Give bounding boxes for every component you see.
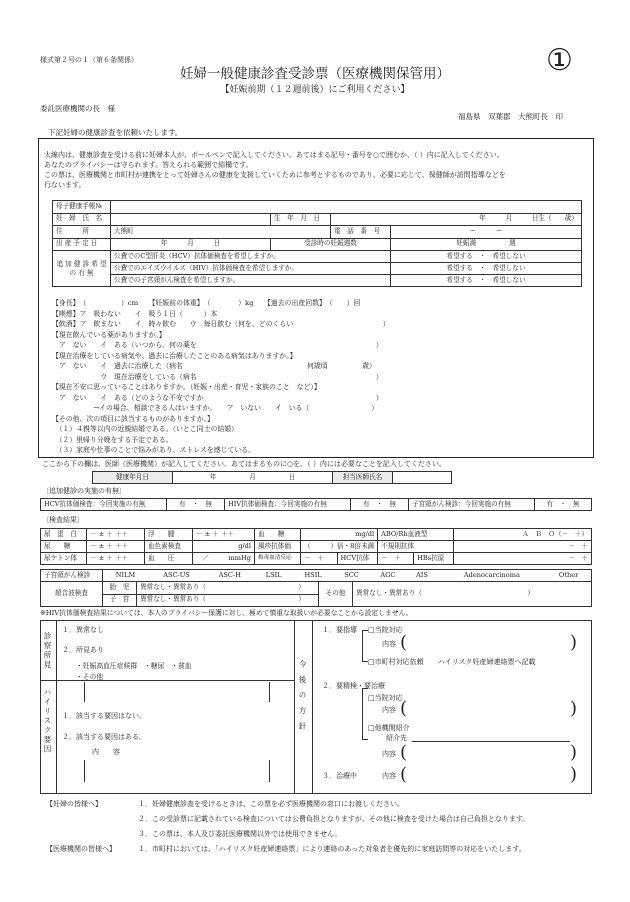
hcv-value[interactable]: 有 ・ 無 (167, 499, 225, 511)
fetus-value[interactable]: 異常なし・異常あり（ ） (137, 582, 319, 595)
bracket-close: ) (570, 632, 578, 653)
question-line: 【現在飲んでいる薬がありますか。】 (52, 330, 166, 339)
due-field[interactable]: 年 月 日 (111, 238, 271, 251)
divider (294, 620, 295, 794)
policy-in-house-2[interactable]: □当院対応 (368, 694, 403, 702)
policy-content-label-2: 内容 (382, 706, 396, 714)
question-line[interactable]: ア ない イ ある（いつから、何の薬を ） (52, 341, 383, 349)
policy-brace (362, 688, 368, 740)
result-value[interactable]: － ＋ (378, 553, 414, 565)
diagnosis-bracket[interactable] (84, 682, 270, 702)
question-line[interactable]: （２）里帰り分娩をする予定である。 (52, 435, 173, 444)
result-label: 不規則抗体 (378, 541, 454, 553)
result-value[interactable]: － ± ＋ ＋＋ (87, 553, 145, 565)
risk-present[interactable]: ２．該当する要因はある。 (62, 733, 146, 741)
weeks-field[interactable]: 妊娠満 週 (391, 238, 582, 251)
question-line: 【現在治療をしている病気や、過去に治療したことのある病気はありますか。】 (52, 351, 297, 360)
footer-note: １．市町村においては、「ハイリスク妊産婦連絡票」により連絡のあった対象者を優先的に家庭訪問等の対応をいたします。 (138, 845, 526, 853)
extra-question: 公費でのC型肝炎（HCV）抗体価検査を希望しますか。 (111, 251, 391, 263)
circle-number: ① (546, 43, 573, 78)
cervical-option[interactable]: NILM (103, 570, 148, 582)
question-line[interactable]: （３）家庭や仕事のことで悩みがあり、ストレスを感じている。 (52, 446, 256, 454)
hiv-value[interactable]: 有 ・ 無 (351, 499, 409, 511)
referral-line[interactable] (412, 741, 570, 742)
form-title: 妊婦一般健康診査受診票（医療機関保管用） (180, 66, 450, 82)
footer-note: ２．この受診票に記載されている検査については公費負担となりますが、その他に検査を受けた場合は自己負担となります。 (138, 815, 530, 823)
doctor-note: ここから下の欄は、医師（医療機関）が記入してください。あてはまるものに○を、（ ）内には必要なことを記入してください。 (42, 460, 446, 468)
question-line[interactable]: （１）４親等以内の近親結婚である。（いとこ同士の結婚） (52, 425, 239, 433)
other-value[interactable]: 異常なし・異常あり（ ） (353, 582, 592, 607)
weeks-label: 受診時の妊娠週数 (271, 238, 391, 251)
diagnosis-none[interactable]: １．異常なし (62, 626, 104, 634)
results-table (40, 528, 592, 565)
techo-field[interactable] (111, 201, 582, 214)
referral-label: 紹介先 (386, 734, 407, 742)
result-value[interactable]: Ａ Ｂ Ｏ（－ ＋） (454, 529, 592, 541)
policy-municipal[interactable]: □市町村対応依頼 ハイリスク妊産婦連絡票へ記載 (368, 658, 536, 666)
extra-question: 公費での子宮頸がん検査を希望しますか。 (111, 275, 391, 287)
cervical-option[interactable]: AGC (370, 570, 407, 582)
diagnosis-other[interactable]: ・その他 (76, 673, 104, 681)
bracket-open: ( (400, 698, 408, 719)
question-line[interactable]: ア ない イ 過去に治療した（病名 何歳頃 歳） (52, 362, 376, 370)
divider (56, 620, 57, 794)
question-line: 【その他、次の項目に該当するものがありますか。】 (52, 414, 214, 423)
question-line: 【現在不安に思っていることはありますか。（妊娠・出産・育児・家族のこと など）】 (52, 383, 321, 391)
hiv-label: HIV抗体価検査：今回実施の有無 (225, 499, 351, 511)
result-value[interactable]: ／ mmHg (193, 553, 255, 565)
uterus-label: 子 宮 (103, 594, 137, 607)
name-field[interactable] (111, 213, 271, 226)
extra-answer[interactable]: 希望する ・ 希望しない (391, 263, 582, 275)
notice-line: 太線内は、健康診査を受ける前に妊婦本人が、ボールペンで記入してください。あてはまる記号・番号を○で囲むか、（ ）内に記入してください。 (44, 151, 504, 159)
addressee: 委託医療機関の長 様 (40, 104, 115, 113)
question-line[interactable]: 【身長】 （ ）cm 【妊娠前の体重】 （ ）kg 【過去の出産回数】 （ ）回 (52, 299, 361, 307)
policy-treatment[interactable]: ３．治療中 (322, 772, 357, 780)
policy-content-label-3: 内容 (382, 750, 396, 758)
result-value[interactable]: （ ）倍・8倍未満 (301, 541, 378, 553)
birth-label: 生 年 月 日 (271, 213, 331, 226)
doctor-name-label: 担当医師氏名 (333, 472, 393, 484)
divider (312, 620, 313, 794)
result-label: HBs抗原 (414, 553, 454, 565)
result-label: 血色素検査 (145, 541, 193, 553)
policy-label: 今後の方針 (298, 660, 307, 738)
extra-answer[interactable]: 希望する ・ 希望しない (391, 251, 582, 263)
uterus-value[interactable]: 異常なし・異常あり（ ） (137, 594, 319, 607)
notice-line: この票は、医療機関と市町村が連携をとって妊婦さんの健康を支援していくために参考とするものであり、必要に応じて、保健師が訪問指導などを (44, 171, 506, 180)
extra-answer[interactable]: 希望する ・ 希望しない (391, 275, 582, 287)
tel-label: 電 話 番 号 (331, 226, 391, 239)
question-line[interactable]: ウ 現在治療をしている（病名 ） (52, 372, 383, 381)
result-value[interactable]: － ± ＋ ＋＋ (87, 529, 145, 541)
result-label: 血 圧 (145, 553, 193, 565)
bracket-close: ) (570, 742, 578, 763)
result-label: 血 糖 (255, 529, 301, 541)
question-line[interactable]: →イの場合、相談できる人はいますか。 ア いない イ いる（ ） (52, 404, 379, 412)
exam-date-field[interactable]: 年 月 日 (173, 472, 333, 484)
risk-bracket[interactable] (84, 760, 270, 782)
questionnaire (52, 298, 587, 456)
result-label: 梅毒血清反応 (255, 553, 301, 565)
form-subtitle: 【妊娠前期（１２週前後）にご利用ください】 (220, 85, 410, 95)
risk-label: ハイリスク要因 (43, 688, 52, 755)
footer-note: ３．この票は、本人及び委託医療機関以外では使用できません。 (138, 830, 342, 838)
diagnosis-label: 診察所見 (43, 632, 52, 670)
policy-referral[interactable]: □他機関紹介 (368, 724, 410, 732)
question-line[interactable]: ア ない イ ある（どのような不安ですか ） (52, 393, 383, 402)
cervical-option[interactable]: ASC-H (205, 570, 255, 582)
result-label: 尿 蛋 白 (41, 529, 87, 541)
cervical-label: 子宮頸がん検診 (41, 570, 103, 582)
techo-label: 母子健康手帳№ (53, 201, 111, 214)
exam-date-label: 健康年月日 (93, 472, 173, 484)
cervical-check-value[interactable]: 有 ・ 無 (535, 499, 592, 511)
doctor-name-field[interactable] (393, 472, 452, 484)
birth-field[interactable]: 年 月 日生（ 歳） (331, 213, 582, 226)
result-value[interactable]: g/dl (193, 541, 255, 553)
result-label: HCV抗体 (337, 553, 378, 565)
additional-title: 〔追加健診の実施の有無〕 (42, 487, 126, 495)
notice-line: 行ないます。 (44, 181, 86, 190)
bracket-close: ) (570, 698, 578, 719)
policy-detailed-exam[interactable]: ２．要精検・要治療 (322, 682, 385, 690)
extra-label: 追 加 健 診 希 望 の 有 無 (53, 251, 111, 287)
result-value[interactable]: － ± ＋ ＋＋ (193, 529, 255, 541)
cervical-option[interactable]: ASC-US (148, 570, 205, 582)
bracket-open: ( (400, 764, 408, 785)
form-number: 様式第２号の１（第６条関係） (40, 56, 138, 64)
result-value[interactable]: － ＋ (454, 553, 592, 565)
policy-in-house[interactable]: □当院対応 (368, 626, 403, 634)
policy-content-label-4: 内容 (382, 772, 396, 780)
risk-none[interactable]: １．該当する要因はない。 (62, 712, 146, 720)
footer-pregnant-label: 【妊婦の皆様へ】 (46, 800, 102, 808)
result-label: 風疹抗体価 (255, 541, 301, 553)
result-value[interactable]: － ＋ (301, 553, 338, 565)
result-label: 尿 糖 (41, 541, 87, 553)
patient-table (52, 200, 582, 287)
cervical-check-label: 子宮頸がん検診：今回実施の有無 (409, 499, 535, 511)
bracket-close: ) (570, 764, 578, 785)
policy-guidance[interactable]: １．要指導 (322, 626, 357, 634)
tel-field[interactable]: ー ー (391, 226, 582, 239)
echo-label: 超音波検査 (41, 582, 103, 607)
cervical-option[interactable]: Adenocarcinoma (438, 570, 547, 582)
cervical-option[interactable]: Other (546, 570, 591, 582)
cervical-option[interactable]: SCC (333, 570, 369, 582)
footer-clinic-label: 【医療機関の皆様へ】 (46, 845, 116, 853)
additional-table (40, 498, 592, 511)
diagnosis-findings[interactable]: ２．所見あり (62, 646, 104, 654)
question-line[interactable]: 【喫煙】ア 吸わない イ 吸う１日（ ）本 (52, 309, 218, 318)
result-label: 浮 腫 (145, 529, 193, 541)
request-text: 下記妊婦の健康診査を依頼いたします。 (48, 128, 183, 137)
echo-table (40, 581, 592, 607)
footer-note: １．妊婦健康診査を受けるときは、この票を必ず医療機関の窓口にお渡しください。 (138, 800, 404, 808)
cervical-option[interactable]: AIS (406, 570, 437, 582)
result-label: 尿ケトン体 (41, 553, 87, 565)
policy-brace (362, 630, 368, 662)
result-value[interactable]: － ＋ (454, 541, 592, 553)
exam-table (92, 471, 452, 484)
due-label: 出 産 予 定 日 (53, 238, 111, 251)
cervical-option[interactable]: LSIL (255, 570, 293, 582)
policy-content-label: 内容 (382, 640, 396, 648)
other-label: その他 (319, 582, 353, 607)
cervical-option[interactable]: HSIL (293, 570, 334, 582)
notice-line: あなたのプライバシーは守られます。答えられる範囲で結構です。 (44, 161, 253, 170)
result-label: ABO/Rh血液型 (378, 529, 454, 541)
notice (44, 150, 589, 191)
address-label: 住 所 (53, 226, 111, 239)
results-title: 〔検査結果〕 (42, 516, 84, 524)
fetus-label: 胎 児 (103, 582, 137, 595)
address-field[interactable]: 大熊町 (111, 226, 331, 239)
result-value[interactable]: － ± ＋ ＋＋ (87, 541, 145, 553)
bracket-open: ( (400, 742, 408, 763)
name-label: 妊 婦 氏 名 (53, 213, 111, 226)
question-line[interactable]: 【飲酒】ア 飲まない イ 時々飲む ウ 毎日飲む（何を、どのくらい ） (52, 320, 390, 328)
risk-content-label: 内 容 (92, 748, 120, 756)
issuer: 福島県 双葉郡 大熊町長 印 (458, 112, 563, 121)
result-value[interactable]: mg/dl (301, 529, 378, 541)
diagnosis-conditions[interactable]: ・妊娠高血圧症候群 ・糖尿 ・貧血 (76, 662, 192, 670)
hcv-label: HCV抗体価検査：今回実施の有無 (41, 499, 167, 511)
hiv-note: ※HIV抗体価検査結果については、本人のプライバシー保護に対し、極めて慎重な取扱いが必要なことから設定しません。 (40, 609, 413, 617)
extra-question: 公費でのエイズウイルス（HIV）抗体価検査を希望しますか。 (111, 263, 391, 275)
bracket-open: ( (400, 632, 408, 653)
